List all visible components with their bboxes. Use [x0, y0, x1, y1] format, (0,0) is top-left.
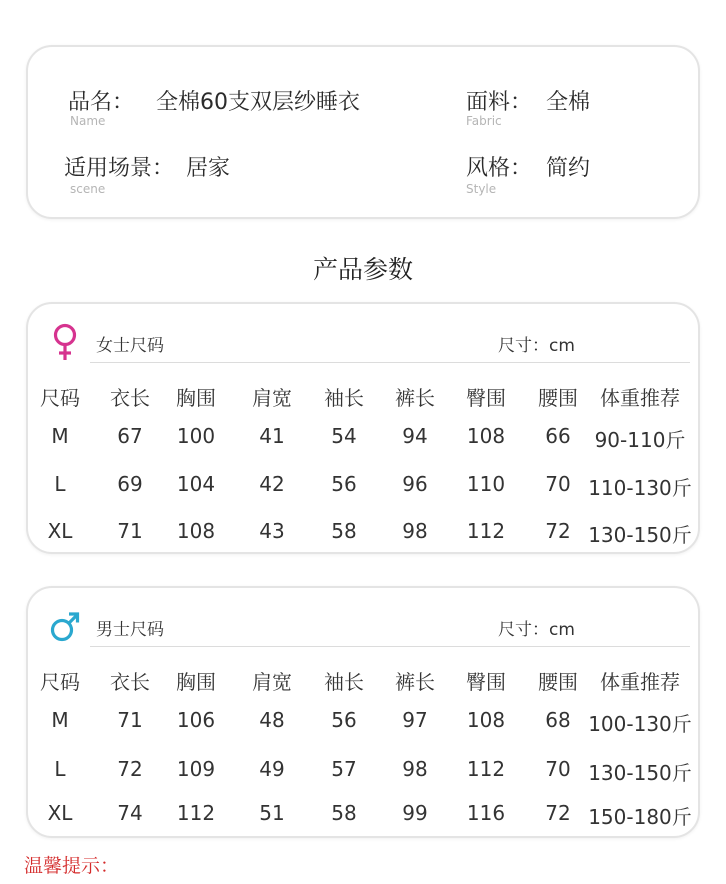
cell-sleeve: 57 — [331, 757, 357, 781]
male-symbol-icon — [50, 606, 80, 646]
cell-weight: 130-150斤 — [588, 523, 692, 547]
cell-chest: 106 — [176, 708, 216, 732]
cell-hip: 112 — [466, 519, 506, 543]
cell-length: 69 — [117, 472, 143, 496]
cell-chest: 108 — [176, 519, 216, 543]
scene-sublabel: scene — [70, 182, 106, 196]
fabric-sublabel: Fabric — [466, 114, 502, 128]
cell-length: 72 — [117, 757, 143, 781]
cell-chest: 109 — [176, 757, 216, 781]
cell-pants-length: 94 — [402, 424, 428, 448]
cell-waist: 68 — [545, 708, 571, 732]
header-weight: 体重推荐 — [600, 670, 680, 694]
cell-hip: 116 — [466, 801, 506, 825]
name-value: 全棉60支双层纱睡衣 — [156, 90, 360, 115]
cell-hip: 108 — [466, 424, 506, 448]
header-hip: 臀围 — [466, 670, 506, 694]
women-size-card — [26, 302, 700, 554]
cell-hip: 112 — [466, 757, 506, 781]
header-waist: 腰围 — [538, 386, 578, 410]
header-size: 尺码 — [40, 670, 80, 694]
cell-shoulder: 43 — [259, 519, 285, 543]
cell-shoulder: 51 — [259, 801, 285, 825]
header-sleeve: 袖长 — [324, 670, 364, 694]
cell-chest: 100 — [176, 424, 216, 448]
header-shoulder: 肩宽 — [252, 386, 292, 410]
section-title: 产品参数 — [312, 255, 413, 284]
header-weight: 体重推荐 — [600, 386, 680, 410]
men-unit-label: 尺寸：cm — [498, 620, 575, 640]
cell-pants-length: 97 — [402, 708, 428, 732]
cell-waist: 70 — [545, 757, 571, 781]
cell-sleeve: 56 — [331, 708, 357, 732]
cell-waist: 70 — [545, 472, 571, 496]
cell-size: M — [51, 708, 69, 732]
cell-sleeve: 56 — [331, 472, 357, 496]
cell-weight: 150-180斤 — [588, 805, 692, 829]
cell-size: XL — [47, 519, 73, 543]
cell-pants-length: 98 — [402, 757, 428, 781]
cell-size: M — [51, 424, 69, 448]
header-waist: 腰围 — [538, 670, 578, 694]
cell-shoulder: 49 — [259, 757, 285, 781]
cell-pants-length: 99 — [402, 801, 428, 825]
header-length: 衣长 — [110, 386, 150, 410]
product-info-card — [26, 45, 700, 219]
cell-waist: 72 — [545, 801, 571, 825]
header-pants-length: 裤长 — [395, 670, 435, 694]
cell-pants-length: 96 — [402, 472, 428, 496]
cell-hip: 108 — [466, 708, 506, 732]
cell-waist: 72 — [545, 519, 571, 543]
fabric-label: 面料： — [466, 90, 533, 115]
women-card-header — [50, 320, 690, 364]
header-pants-length: 裤长 — [395, 386, 435, 410]
name-label: 品名： — [68, 90, 135, 115]
cell-length: 71 — [117, 708, 143, 732]
scene-label: 适用场景： — [64, 156, 175, 181]
fabric-value: 全棉 — [546, 90, 591, 115]
header-shoulder: 肩宽 — [252, 670, 292, 694]
cell-size: L — [54, 472, 66, 496]
style-label: 风格： — [466, 156, 533, 181]
cell-weight: 110-130斤 — [588, 476, 692, 500]
cell-weight: 90-110斤 — [594, 428, 686, 452]
men-size-card — [26, 586, 700, 838]
name-sublabel: Name — [70, 114, 106, 128]
cell-pants-length: 98 — [402, 519, 428, 543]
header-sleeve: 袖长 — [324, 386, 364, 410]
cell-shoulder: 48 — [259, 708, 285, 732]
cell-chest: 112 — [176, 801, 216, 825]
header-hip: 臀围 — [466, 386, 506, 410]
cell-weight: 130-150斤 — [588, 761, 692, 785]
scene-value: 居家 — [186, 156, 231, 181]
cell-sleeve: 58 — [331, 519, 357, 543]
women-unit-label: 尺寸：cm — [498, 336, 575, 356]
style-sublabel: Style — [466, 182, 497, 196]
cell-chest: 104 — [176, 472, 216, 496]
cell-length: 74 — [117, 801, 143, 825]
female-symbol-icon — [50, 322, 80, 362]
cell-shoulder: 42 — [259, 472, 285, 496]
cell-sleeve: 58 — [331, 801, 357, 825]
header-chest: 胸围 — [176, 386, 216, 410]
men-card-header — [50, 604, 690, 648]
men-divider — [90, 646, 690, 647]
women-divider — [90, 362, 690, 363]
women-card-title: 女士尺码 — [96, 336, 164, 356]
men-card-title: 男士尺码 — [96, 620, 164, 640]
cell-shoulder: 41 — [259, 424, 285, 448]
header-length: 衣长 — [110, 670, 150, 694]
style-value: 简约 — [546, 156, 591, 181]
header-chest: 胸围 — [176, 670, 216, 694]
cell-sleeve: 54 — [331, 424, 357, 448]
warm-tip-label: 温馨提示： — [24, 855, 120, 877]
cell-waist: 66 — [545, 424, 571, 448]
cell-length: 71 — [117, 519, 143, 543]
cell-size: XL — [47, 801, 73, 825]
cell-size: L — [54, 757, 66, 781]
cell-length: 67 — [117, 424, 143, 448]
cell-weight: 100-130斤 — [588, 712, 692, 736]
cell-hip: 110 — [466, 472, 506, 496]
header-size: 尺码 — [40, 386, 80, 410]
